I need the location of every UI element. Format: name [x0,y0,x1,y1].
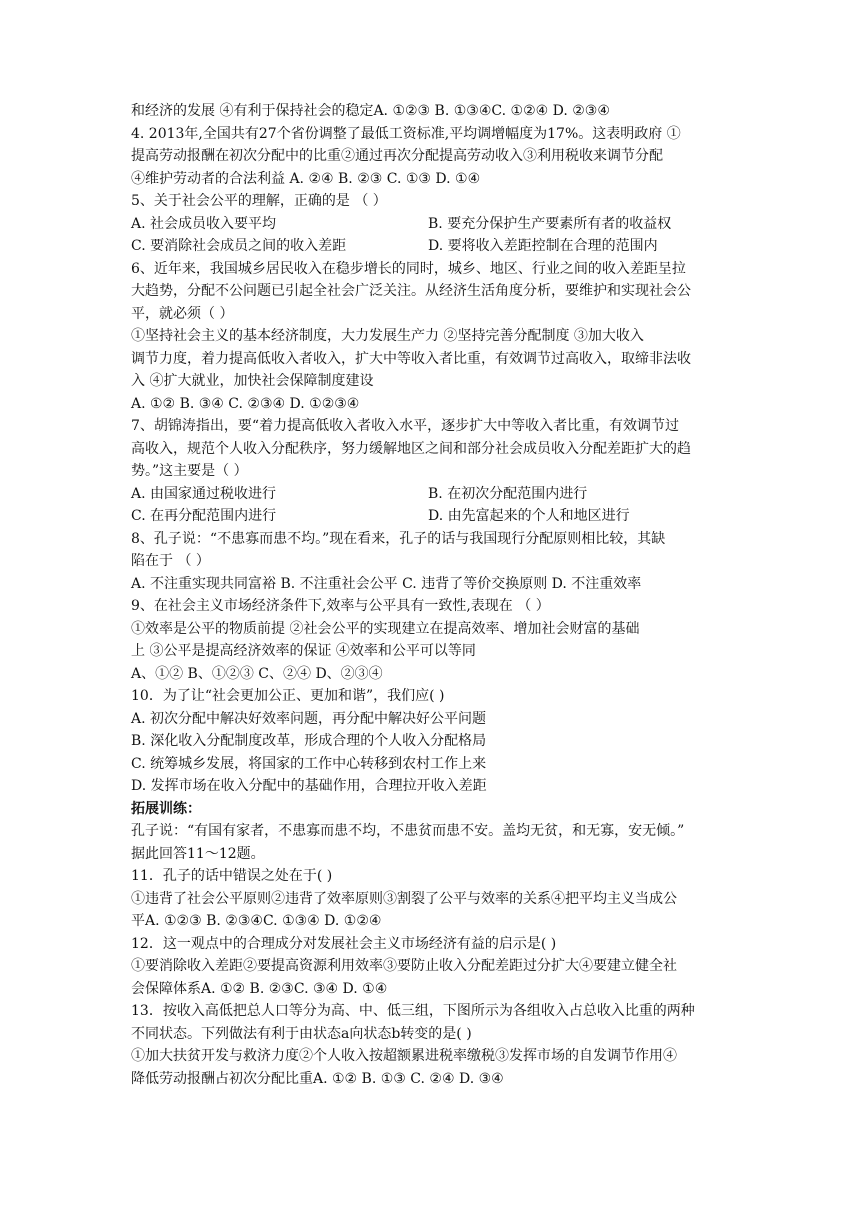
question-4: 4. 2013年,全国共有27个省份调整了最低工资标准,平均调增幅度为17%。这表明政府 ① [131,125,681,142]
option: B. 要充分保护生产要素所有者的收益权 [428,215,672,232]
question-7: 7、胡锦涛指出，要“着力提高低收入者收入水平，逐步扩大中等收入者比重，有效调节过 [131,418,680,434]
text-line: ①效率是公平的物质前提 ②社会公平的实现建立在提高效率、增加社会财富的基础 [131,620,640,637]
text-line: ①违背了社会公平原则②违背了效率原则③割裂了公平与效率的关系④把平均主义当成公 [131,890,677,907]
option: D. 由先富起来的个人和地区进行 [428,508,630,524]
option: D. 要将收入差距控制在合理的范围内 [428,238,658,254]
text-line: 提高劳动报酬在初次分配中的比重②通过再次分配提高劳动收入③利用税收来调节分配 [131,148,663,164]
option: A. 社会成员收入要平均 [131,215,277,232]
text-line: 调节力度，着力提高低收入者收入，扩大中等收入者比重，有效调节过高收入，取缔非法收 [131,350,691,367]
text-line: ①加大扶贫开发与救济力度②个人收入按超额累进税率缴税③发挥市场的自发调节作用④ [131,1048,677,1064]
text-line: 平A. ①②③ B. ②③④C. ①③④ D. ①②④ [131,913,382,929]
options-row [131,235,731,258]
option: D. 发挥市场在收入分配中的基础作用，合理拉开收入差距 [131,778,487,794]
text-line: 大趋势，分配不公问题已引起全社会广泛关注。从经济生活角度分析，要维护和实现社会公 [131,283,691,299]
options-row [131,213,731,236]
text-line: 入 ④扩大就业，加快社会保障制度建设 [131,373,374,389]
question-12: 12．这一观点中的合理成分对发展社会主义市场经济有益的启示是( ) [131,935,557,952]
option: B. 在初次分配范围内进行 [428,485,588,502]
text-line: 不同状态。下列做法有利于由状态a向状态b转变的是( ) [131,1025,472,1042]
question-5: 5、关于社会公平的理解，正确的是 （ ） [131,193,387,209]
option: C. 在再分配范围内进行 [131,508,277,524]
question-10: 10．为了让“社会更加公正、更加和谐”，我们应( ) [131,688,445,704]
option: C. 统筹城乡发展，将国家的工作中心转移到农村工作上来 [131,755,487,772]
text-line: 和经济的发展 ④有利于保持社会的稳定A. ①②③ B. ①③④C. ①②④ D. ②③④ [131,103,610,119]
options-row: A. 不注重实现共同富裕 B. 不注重社会公平 C. 违背了等价交换原则 D. 不注重效率 [131,575,642,592]
options-row: A. ①② B. ③④ C. ②③④ D. ①②③④ [131,395,360,412]
option: C. 要消除社会成员之间的收入差距 [131,238,347,254]
option: A. 由国家通过税收进行 [131,485,277,502]
text-line: 上 ③公平是提高经济效率的保证 ④效率和公平可以等同 [131,643,476,659]
text-line: ①要消除收入差距②要提高资源利用效率③要防止收入分配差距过分扩大④要建立健全社 [131,958,677,974]
question-6: 6、近年来，我国城乡居民收入在稳步增长的同时，城乡、地区、行业之间的收入差距呈拉 [131,260,686,277]
option: A. 初次分配中解决好效率问题，再分配中解决好公平问题 [131,710,487,727]
text-line: 平，就必须（ ） [131,305,234,322]
question-8: 8、孔子说：“不患寡而患不均。”现在看来，孔子的话与我国现行分配原则相比较，其缺 [131,530,666,547]
option: B. 深化收入分配制度改革，形成合理的个人收入分配格局 [131,733,487,749]
text-line: ④维护劳动者的合法利益 A. ②④ B. ②③ C. ①③ D. ①④ [131,170,481,187]
text-line: 据此回答11～12题。 [131,845,265,862]
options-row [131,505,731,528]
text-line: 高收入，规范个人收入分配秩序，努力缓解地区之间和部分社会成员收入分配差距扩大的趋 [131,440,691,457]
text-line: 会保障体系A. ①② B. ②③C. ③④ D. ①④ [131,980,388,997]
options-row [131,483,731,506]
question-11: 11．孔子的话中错误之处在于( ) [131,868,333,884]
section-heading: 拓展训练： [131,800,201,817]
text-line: 降低劳动报酬占初次分配比重A. ①② B. ①③ C. ②④ D. ③④ [131,1070,504,1087]
options-row: A、①② B、①②③ C、②④ D、②③④ [131,665,383,682]
document-page [131,100,731,1090]
text-line: 陷在于 （ ） [131,553,210,569]
text-line: ①坚持社会主义的基本经济制度，大力发展生产力 ②坚持完善分配制度 ③加大收入 [131,328,644,344]
question-13: 13．按收入高低把总人口等分为高、中、低三组，下图所示为各组收入占总收入比重的两种 [131,1003,695,1019]
text-line: 势。”这主要是（ ） [131,463,248,479]
question-9: 9、在社会主义市场经济条件下,效率与公平具有一致性,表现在 （ ） [131,598,550,614]
text-line: 孔子说：“有国有家者，不患寡而患不均，不患贫而患不安。盖均无贫，和无寡，安无倾。” [131,823,685,839]
